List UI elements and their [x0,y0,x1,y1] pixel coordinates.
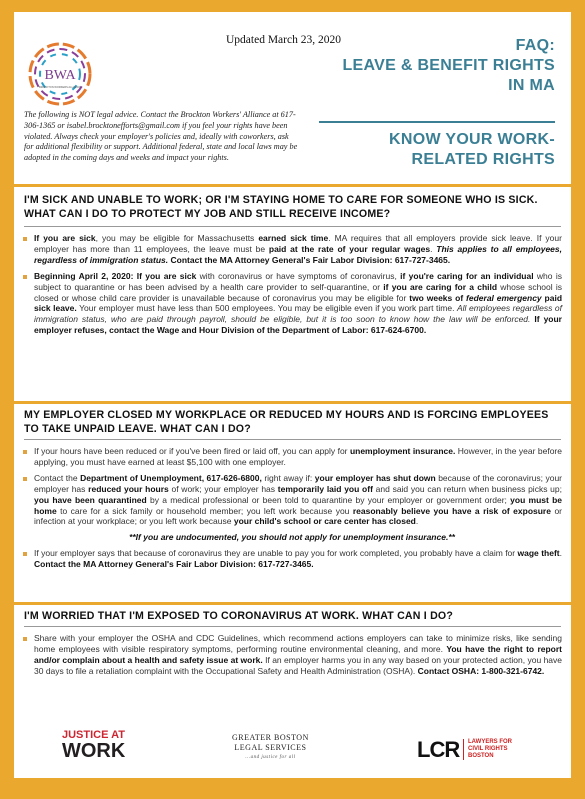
logo-subtext: BROCKTON WORKERS ALLIANCE [39,86,81,89]
updated-date: Updated March 23, 2020 [226,34,341,46]
section-divider [14,184,571,187]
header [14,12,571,188]
lcr-logo: LCR [417,737,460,762]
section3-rule [24,626,561,627]
know-line-2: RELATED RIGHTS [411,151,555,168]
heading-divider [319,121,555,123]
lcr-subtitle: LAWYERS FOR CIVIL RIGHTS BOSTON [463,739,512,760]
footer-logos [14,725,571,775]
gbls-logo: GREATER BOSTON LEGAL SERVICES ...and justice for all [232,733,309,760]
section2-bullet-2: Contact the Department of Unemployment, 617-626-6800, right away if: your employer has shut down because of the coronavirus; your employer has reduced your hours of work; your employer has temporarily laid you off and said you can return when business picks up; you have been quarantined by a medical professional or been told to quarantine by your employer or government order; you must be home to care for a sick family or household member; you left work because you reasonably believe you have a risk of exposure or infection at your workplace; or you left work because your child's school or care center has closed. [22,473,562,528]
section1-body [22,233,562,341]
faq-line-2: LEAVE & BENEFIT RIGHTS [342,57,555,74]
faq-line-1: FAQ: [515,37,555,54]
bwa-logo [26,40,94,108]
know-rights-heading [389,130,555,170]
disclaimer: The following is NOT legal advice. Contact the Brockton Workers' Alliance at 617-306-1365 or isabel.brocktonefforts@gmail.com if you feel your rights have been violated. Always check your employer's policies and, ideally with coworkers, ask for additional flexibility or support. Additional federal, state and local laws may be adopted in the coming days and weeks and impact your rights. [24,110,298,163]
justice-at-work-logo: JUSTICE AT WORK [62,729,126,762]
section-divider [14,401,571,404]
faq-heading [342,36,555,96]
section2-title: MY EMPLOYER CLOSED MY WORKPLACE OR REDUCED MY HOURS AND IS FORCING EMPLOYEES TO TAKE UNPAID LEAVE. WHAT CAN I DO? [24,409,549,435]
section1-bullet-2: Beginning April 2, 2020: If you are sick with coronavirus or have symptoms of coronavirus, if you're caring for an individual who is subject to quarantine or has been advised by a health care provider to self-quarantine, or if you are caring for a child whose school is closed or whose child care provider is unavailable because of coronavirus you may be eligible for two weeks of federal emergency paid sick leave. Your employer must have less than 500 employees. You may be eligible even if you work part time. All employees regardless of immigration status, who are paid through payroll, should be eligible, but it is too soon to know how the law will be enforced. If your employer refuses, contact the Wage and Hour Division of the Department of Labor: 617-624-6700. [22,271,562,336]
undocumented-note: **If you are undocumented, you should not apply for unemployment insurance.** [129,532,455,543]
know-line-1: KNOW YOUR WORK- [389,131,555,148]
section1-bullet-1: If you are sick, you may be eligible for Massachusetts earned sick time. MA requires that all employers provide sick leave. If your employer has more than 11 employees, the leave must be paid at the rate of your regular wages. This applies to all employees, regardless of immigration status. Contact the MA Attorney General's Fair Labor Division: 617-727-3465. [22,233,562,266]
section3-bullet-1: Share with your employer the OSHA and CDC Guidelines, which recommend actions employers can take to minimize risks, like sending home employees with visible respiratory symptoms, performing routine environmental cleaning, and more. You have the right to report and/or complain about a health and safety issue at work. If an employer harms you in any way based on your protected action, you have 30 days to file a retaliation complaint with the Occupational Safety and Health Administration (OSHA). Contact OSHA: 1-800-321-6742. [22,633,562,677]
section1-title: I'M SICK AND UNABLE TO WORK; OR I'M STAYING HOME TO CARE FOR SOMEONE WHO IS SICK. WHAT CAN I DO TO PROTECT MY JOB AND STILL RECEIVE INCOME? [24,194,538,220]
section3-title: I'M WORRIED THAT I'M EXPOSED TO CORONAVIRUS AT WORK. WHAT CAN I DO? [24,610,454,622]
section2-bullet-3: If your employer says that because of coronavirus they are unable to pay you for work completed, you probably have a claim for wage theft. Contact the MA Attorney General's Fair Labor Division: 617-727-3465. [22,548,562,570]
section3-body [22,633,562,682]
section2-bullet-1: If your hours have been reduced or if you've been fired or laid off, you can apply for unemployment insurance. However, in the year before applying, you must have earned at least $5,100 with one employer. [22,446,562,468]
section-divider [14,602,571,605]
section2-body [22,446,562,575]
logo-text: BWA [44,68,76,83]
faq-line-3: IN MA [508,77,555,94]
section1-rule [24,226,561,227]
section2-rule [24,439,561,440]
faq-page [14,12,571,778]
